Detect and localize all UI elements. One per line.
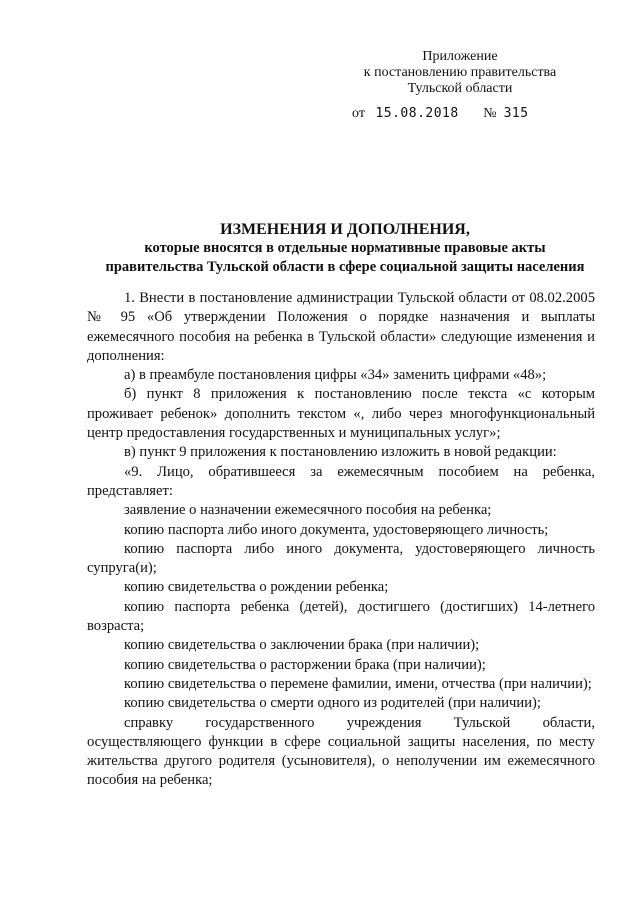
list-item-passport: копию паспорта либо иного документа, удостоверяющего личность; [124,521,549,538]
paragraph-1: 1. Внести в постановление администрации Тульской области от 08.02.2005 № 95 «Об утверждении Положения о порядке назначения и выплаты ежемесячного пособия на ребенка в Тульской области» следующие изменения и дополнения: [87,290,595,364]
paragraph-9: «9. Лицо, обратившееся за ежемесячным пособием на ребенка, представляет: [87,463,595,499]
appendix-block [340,49,580,97]
title-line-1: ИЗМЕНЕНИЯ И ДОПОЛНЕНИЯ, [220,221,470,238]
list-item-spouse-passport: копию паспорта либо иного документа, удостоверяющего личность супруга(и); [87,540,595,577]
registration-line [352,106,582,122]
appendix-line-2: к постановлению правительства [363,65,557,80]
appendix-line-3: Тульской области [407,81,513,96]
number-prefix: № [483,106,497,121]
paragraph-b: б) пункт 8 приложения к постановлению после текста «с которым проживает ребенок» дополнить текстом «, либо через многофункциональный центр предоставления государственных и муниципальных услуг»; [87,386,595,442]
appendix-line-1: Приложение [422,49,498,64]
paragraph-v: в) пункт 9 приложения к постановлению изложить в новой редакции: [124,444,557,461]
document-date: 15.08.2018 [375,106,459,121]
list-item-application: заявление о назначении ежемесячного пособия на ребенка; [124,502,492,519]
list-item-divorce-certificate: копию свидетельства о расторжении брака (при наличии); [124,656,486,673]
document-body [87,289,595,791]
document-title [80,220,610,277]
list-item-birth-certificate: копию свидетельства о рождении ребенка; [124,579,389,596]
paragraph-a: а) в преамбуле постановления цифры «34» заменить цифрами «48»; [124,367,547,384]
list-item-reference-certificate: справку государственного учреждения Тульской области, осуществляющего функции в сфере социальной защиты населения, по месту жительства другого родителя (усыновителя), о неполучении им ежемесячного пособия на ребенка; [87,714,595,789]
title-line-2: которые вносятся в отдельные нормативные правовые акты [144,240,546,256]
list-item-name-change-certificate: копию свидетельства о перемене фамилии, имени, отчества (при наличии); [124,675,592,692]
title-line-3: правительства Тульской области в сфере социальной защиты населения [105,259,585,275]
document-number: 315 [503,106,529,121]
date-prefix: от [352,106,365,121]
list-item-death-certificate: копию свидетельства о смерти одного из родителей (при наличии); [124,695,541,712]
list-item-marriage-certificate: копию свидетельства о заключении брака (при наличии); [124,637,480,654]
list-item-child-passport: копию паспорта ребенка (детей), достигшего (достигших) 14-летнего возраста; [87,598,595,635]
